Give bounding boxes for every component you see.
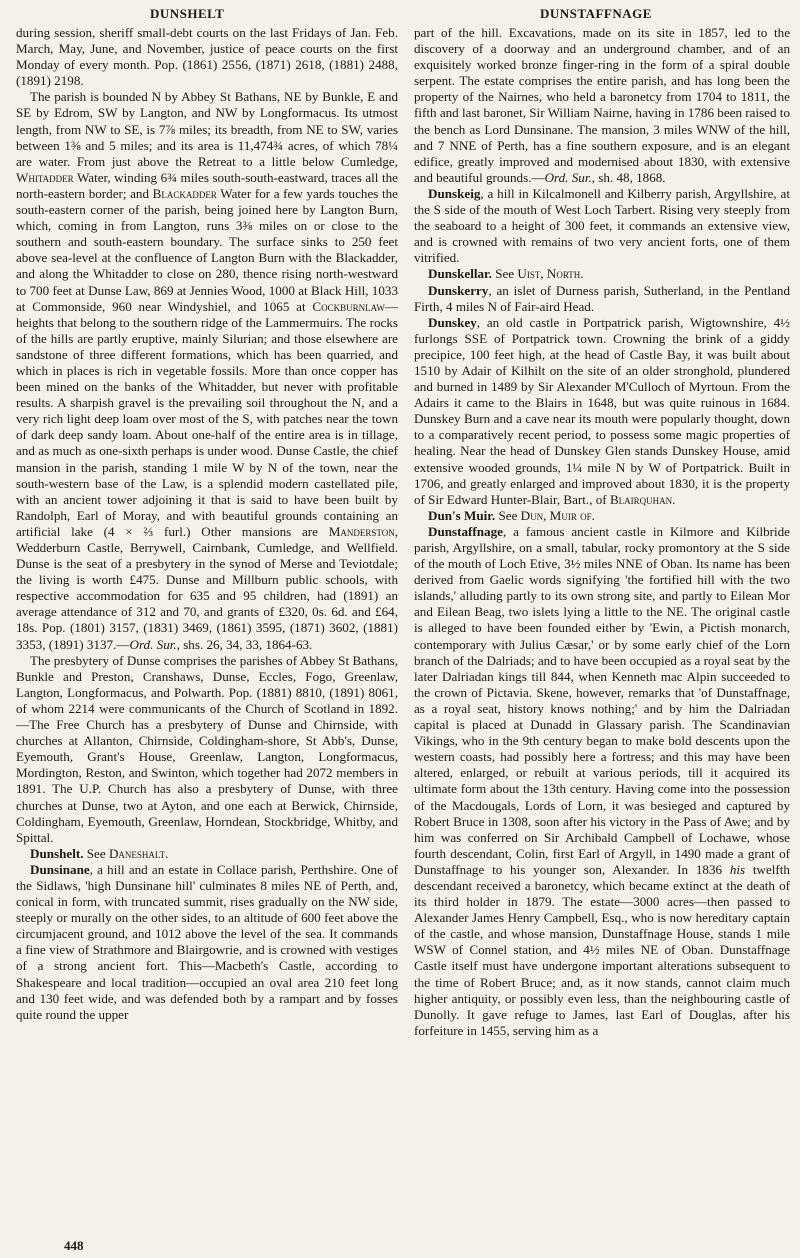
cross-ref-blairquhan: Blairquhan. — [609, 491, 676, 507]
entry-dunskeig: Dunskeig, a hill in Kilcalmonell and Kilberry parish, Argyllshire, at the S side of the mouth of West Loch Tarbert. Rising very steeply from the seaboard to a height of 300 feet, it commands an extensive view, and is crowned with remains of two very ancient forts, one of them vitrified. — [414, 185, 790, 266]
headword-duns-muir: Dun's Muir. — [428, 507, 496, 523]
entry-dunsinane: Dunsinane, a hill and an estate in Collace parish, Perthshire. One of the Sidlaws, 'high Dunsinane hill' culminates 8 miles NE of Perth, and, conical in form, with truncated summit, rises gradually on the NW side, steeply or murally on the other sides, to an altitude of 600 feet above the circumjacent ground, and 1012 above the level of the sea. It commands a fine view of Strathmore and Blairgowrie, and is crowned with vestiges of a strong ancient fort. This—Macbeth's Castle, according to Shakespeare and local tradition—occupied an oval area 210 feet long and 130 feet wide, and was defended both by a rampart and by fosses quite round the upper — [16, 861, 398, 1022]
page-number: 448 — [64, 1238, 84, 1253]
paragraph-dunse-courts: during session, sheriff small-debt courts on the last Fridays of Jan. Feb. March, May, June, and November, justice of peace courts on the first Monday of every month. Pop. (1861) 2556, (1871) 2618, (1881) 2488, (1891) 2198. — [16, 25, 398, 89]
ord-sur-ref: Ord. Sur. — [129, 636, 177, 652]
header-right-title: DUNSTAFFNAGE — [540, 6, 652, 21]
place-ref-blackadder: Blackadder — [152, 185, 217, 201]
cross-ref-uist-north: Uist, North. — [517, 266, 584, 282]
entry-dunskey: Dunskey, an old castle in Portpatrick parish, Wigtownshire, 4½ furlongs SSE of Portpatrick town. Crowning the brink of a giddy precipice, 100 feet high, at the head of Castle Bay, it was built about 1510 by Adair of Kilhilt on the site of an older stronghold, plundered and burned in 1489 by Sir Alexander M'Culloch of Myrtoun. From the Adairs it came to the Blairs in 1648, but was quite ruinous in 1684. Dunskey Burn and a cave near its mouth were popularly thought, down to a comparatively recent period, to possess some magic properties of healing. Near the head of Dunskey Glen stands Dunskey House, amid extensive wooded grounds, 1¼ mile N by W of Portpatrick. Built in 1706, and greatly enlarged and improved about 1830, it is the property of Sir Edward Hunter-Blair, Bart., of Blairquhan. — [414, 314, 790, 507]
paragraph-parish-description: The parish is bounded N by Abbey St Bathans, NE by Bunkle, E and SE by Edrom, SW by Langton, and NW by Longformacus. Its utmost length, from NW to SE, is 7⅞ miles; its breadth, from NE to SW, varies between 1⅜ and 5 miles; and its area is 11,474¾ acres, of which 78¼ are water. From just above the Retreat to a little below Cumledge, Whitadder Water, winding 6¾ miles south-south-eastward, traces all the north-eastern border; and Blackadder Water for a few yards touches the south-eastern corner of the parish, being joined here by Langton Burn, which, coming in from Langton, runs 3⅜ miles on or close to the southern and south-eastern boundary. The surface sinks to 250 feet above sea-level at the confluence of Langton Burn with the Blackadder, and along the Whitadder to close on 280, thence rising north-westward to 700 feet at Dunse Law, 869 at Jennies Wood, 1000 at Black Hill, 1033 at Commonside, 960 near Windyshiel, and 1065 at Cockburnlaw—heights that belong to the southern ridge of the Lammermuirs. The rocks of the hills are partly eruptive, mainly Silurian; and those elsewhere are sandstone of three different formations, which has been quarried, and which in places is rich in vegetable fossils. More than once copper has been mined on the banks of the Whitadder, but never with profitable results. A sharpish gravel is the prevailing soil throughout the N, and a very rich light deep loam over most of the S, with patches near the town of dark deep sandy loam. About one-half of the entire area is in tillage, and as much as one-sixth perhaps is under wood. Dunse Castle, the chief mansion in the parish, standing 1 mile W by N of the town, near the south-western base of the Law, is a splendid modern castellated pile, with an ancient tower adjoining it that is said to have been built by Randolph, Earl of Moray, and with beautiful grounds containing an artificial lake (4 × ⅔ furl.) Other mansions are Manderston, Wedderburn Castle, Berrywell, Cairnbank, Cumledge, and Wellfield. Dunse is the seat of a presbytery in the synod of Merse and Teviotdale; the living is worth £475. Dunse and Millburn public schools, with respective accommodation for 635 and 95 children, had (1891) an average attendance of 312 and 70, and grants of £320, 0s. 6d. and £64, 18s. Pop. (1801) 3157, (1831) 3469, (1861) 3595, (1871) 3602, (1881) 3353, (1891) 3137.—Ord. Sur., shs. 26, 34, 33, 1864-63. — [16, 89, 398, 652]
right-column — [414, 25, 790, 1245]
entry-dunshelt: Dunshelt. See Daneshalt. — [30, 845, 169, 861]
cross-ref-dun-muir-of: Dun, Muir of. — [520, 507, 595, 523]
headword-dunskey: Dunskey — [428, 314, 477, 330]
entry-dunskellar: Dunskellar. See Uist, North. — [428, 266, 584, 282]
header-left-title: DUNSHELT — [150, 6, 225, 21]
cross-ref-daneshalt: Daneshalt. — [108, 845, 169, 861]
left-column — [16, 25, 398, 1245]
headword-dunstaffnage: Dunstaffnage — [428, 523, 503, 539]
headword-dunskeig: Dunskeig — [428, 185, 481, 201]
entry-duns-muir: Dun's Muir. See Dun, Muir of. — [428, 507, 595, 523]
paragraph-presbytery: The presbytery of Dunse comprises the parishes of Abbey St Bathans, Bunkle and Preston, Cranshaws, Dunse, Eccles, Fogo, Greenlaw, Langton, Longformacus, and Polwarth. Pop. (1881) 8810, (1891) 8061, of whom 2214 were communicants of the Church of Scotland in 1892.—The Free Church has a presbytery of Dunse and Chirnside, with churches at Allanton, Chirnside, Coldingham-shore, St Abb's, Dunse, Eyemouth, Grant's House, Greenlaw, Langton, Longformacus, Mordington, Reston, and Swinton, which together had 2072 members in 1891. The U.P. Church has also a presbytery of Dunse, with three churches at Dunse, two at Ayton, and one each at Berwick, Chirnside, Coldingham, Eyemouth, Greenlaw, Horndean, Stockbridge, Whitby, and Spittal. — [16, 652, 398, 845]
ord-sur-ref: Ord. Sur. — [544, 169, 592, 185]
paragraph-dunsinane-continued: part of the hill. Excavations, made on its site in 1857, led to the discovery of a doorway and an underground chamber, and of an exquisitely worked bronze finger-ring in the form of a spiral double serpent. The estate comprises the entire parish, and has long been the property of the Nairnes, who held a baronetcy from 1704 to 1811, the fifth and last baronet, Sir William Nairne, having in 1786 been raised to the bench as Lord Dunsinane. The mansion, 3 miles WNW of the hill, and 7 NNE of Perth, has a fine southern exposure, and is an elegant edifice, greatly improved and modernised about 1830, with extensive and beautiful grounds.—Ord. Sur., sh. 48, 1868. — [414, 25, 790, 185]
place-ref-cockburnlaw: Cockburnlaw — [312, 298, 385, 314]
headword-dunskerry: Dunskerry — [428, 282, 489, 298]
headword-dunshelt: Dunshelt. — [30, 845, 84, 861]
place-ref-whitadder: Whitadder — [16, 169, 74, 185]
place-ref-manderston: Manderston — [328, 523, 395, 539]
entry-dunskerry: Dunskerry, an islet of Durness parish, Sutherland, in the Pentland Firth, 4 miles N of Fair-aird Head. — [414, 282, 790, 314]
running-header — [0, 6, 800, 24]
headword-dunsinane: Dunsinane — [30, 861, 90, 877]
headword-dunskellar: Dunskellar. — [428, 266, 492, 282]
entry-dunstaffnage: Dunstaffnage, a famous ancient castle in Kilmore and Kilbride parish, Argyllshire, on a small, tabular, rocky promontory at the S side of the mouth of Loch Etive, 3½ miles NNE of Oban. Its name has been derived from Gaelic words signifying 'the fortified hill with the two islands,' alluding partly to its own strong site, and partly to Eilean Mor and Eilean Beag, two islets lying a little to the NE. The original castle is alleged to have been founded either by 'Ewin, a Pictish monarch, contemporary with Julius Cæsar,' or by some early chief of the Lorn branch of the Dalriads; and to have been occupied as a royal seat by the later Dalriadan kings till 844, when Kenneth mac Alpin succeeded to the crown of Pictavia. Skene, however, remarks that 'of Dunstaffnage, as a royal seat, history knows nothing;' and by him the Dalriadan capital is placed at Dunadd in Glassary parish. The Scandinavian Vikings, who in the 9th century began to make bold descents upon the western coasts, had possibly here a fortress; and this may have been altered, enlarged, or rebuilt at various periods, till it acquired its ultimate form about the 13th century. Having come into the possession of the Macdougals, Lords of Lorn, it was besieged and captured by Robert Bruce in 1308, soon after his victory in the Pass of Awe; and by him was conferred on Sir Archibald Campbell of Lochawe, whose fourth descendant, Colin, first Earl of Argyll, in 1490 made a grant of Dunstaffnage to his younger son, Alexander. In 1836 his twelfth descendant received a baronetcy, which became extinct at the death of its third holder in 1879. The estate—3000 acres—then passed to Alexander James Henry Campbell, Esq., who is now hereditary captain of the castle, and whose mansion, Dunstaffnage House, stands 1 mile WSW of Connel station, and 4½ miles NE of Oban. Dunstaffnage Castle itself must have undergone important alterations subsequent to the time of Robert Bruce; and, as it now stands, cannot claim much higher antiquity, or possibly even less, than the neighbouring castle of Dunolly. It gave refuge to James, last Earl of Douglas, after his forfeiture in 1455, serving him as a — [414, 523, 790, 1038]
emphasis-his: his — [729, 861, 746, 877]
